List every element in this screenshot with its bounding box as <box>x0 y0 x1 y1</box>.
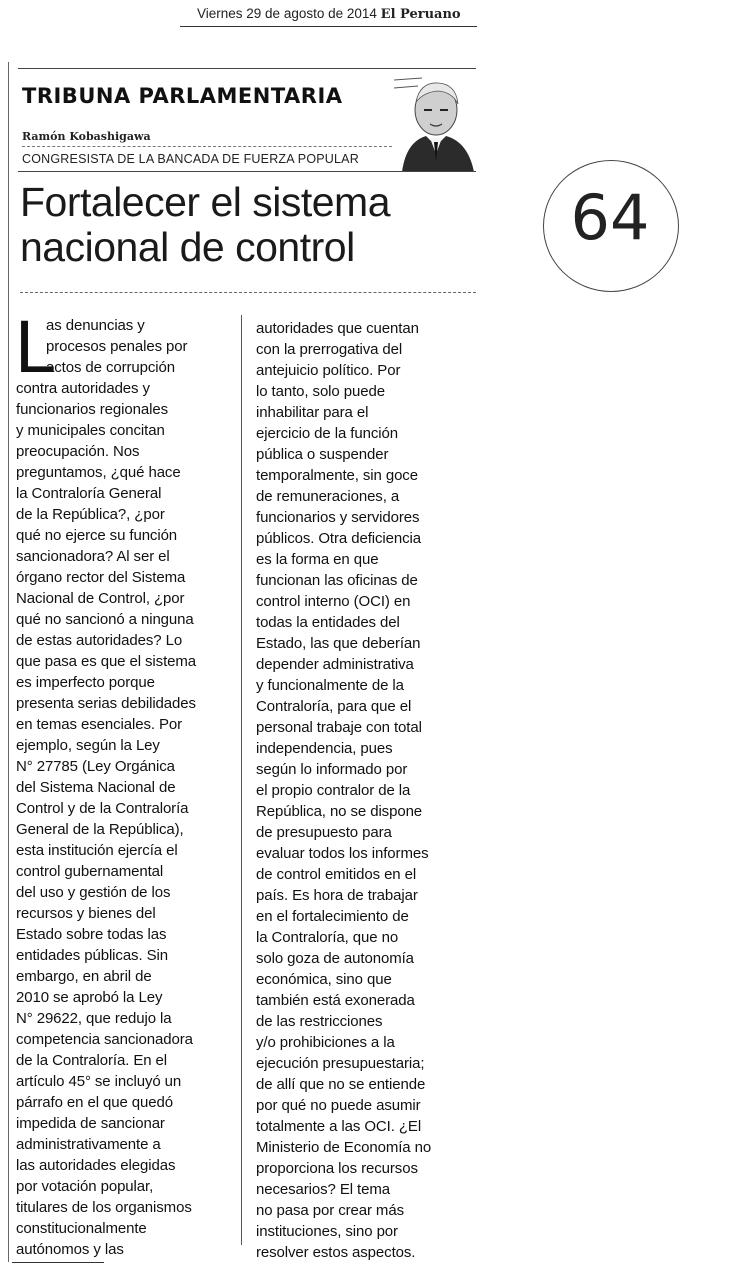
drop-cap: L <box>15 305 57 388</box>
left-border-rule <box>8 62 9 1262</box>
article-text-line: preocupación. Nos <box>16 443 140 460</box>
article-text-line: órgano rector del Sistema <box>16 569 186 586</box>
article-text-line: as denuncias y <box>46 317 145 334</box>
article-text-line: temporalmente, sin goce <box>256 467 418 484</box>
headline-line-1: Fortalecer el sistema <box>20 179 391 225</box>
article-text-line: ejercicio de la función <box>256 425 398 442</box>
article-text-line: evaluar todos los informes <box>256 845 429 862</box>
article-text-line: control gubernamental <box>16 863 164 880</box>
headline-divider <box>20 292 476 293</box>
article-text-line: del uso y gestión de los <box>16 884 171 901</box>
article-text-line: solo goza de autonomía <box>256 950 414 967</box>
article-text-line: entidades públicas. Sin <box>16 947 168 964</box>
article-text-line: necesarios? El tema <box>256 1181 391 1198</box>
article-text-line: que pasa es que el sistema <box>16 653 197 670</box>
article-text-line: del Sistema Nacional de <box>16 779 176 796</box>
article-text-line: artículo 45° se incluyó un <box>16 1073 182 1090</box>
article-text-line: antejuicio político. Por <box>256 362 401 379</box>
article-text-line: párrafo en el que quedó <box>16 1094 173 1111</box>
article-text-line: país. Es hora de trabajar <box>256 887 418 904</box>
section-top-rule <box>18 68 476 69</box>
article-text-line: autoridades que cuentan <box>256 320 419 337</box>
article-text-line: embargo, en abril de <box>16 968 152 985</box>
article-text-line: de estas autoridades? Lo <box>16 632 183 649</box>
article-text-line: contra autoridades y <box>16 380 150 397</box>
article-text-line: todas la entidades del <box>256 614 400 631</box>
article-text-line: funcionarios regionales <box>16 401 168 418</box>
article-text-line: económica, sino que <box>256 971 392 988</box>
article-text-line: ejecución presupuestaria; <box>256 1055 425 1072</box>
article-text-line: resolver estos aspectos. <box>256 1244 416 1261</box>
article-text-line: esta institución ejercía el <box>16 842 178 859</box>
article-text-line: administrativamente a <box>16 1136 161 1153</box>
author-block-bottom-rule <box>18 171 476 172</box>
article-headline <box>20 180 460 270</box>
article-text-line: 2010 se aprobó la Ley <box>16 989 163 1006</box>
article-text-line: la Contraloría, que no <box>256 929 399 946</box>
article-text-line: por qué no puede asumir <box>256 1097 421 1114</box>
article-text-line: públicos. Otra deficiencia <box>256 530 421 547</box>
bottom-rule <box>12 1262 104 1263</box>
article-text-line: Control y de la Contraloría <box>16 800 189 817</box>
article-text-line: qué no sancionó a ninguna <box>16 611 194 628</box>
article-text-line: también está exonerada <box>256 992 415 1009</box>
article-column-1 <box>16 315 238 1260</box>
article-text-line: constitucionalmente <box>16 1220 147 1237</box>
article-text-line: la Contraloría General <box>16 485 162 502</box>
article-text-line: impedida de sancionar <box>16 1115 165 1132</box>
article-text-line: por votación popular, <box>16 1178 154 1195</box>
header-date: Viernes 29 de agosto de 2014 <box>197 6 377 21</box>
article-text-line: funcionarios y servidores <box>256 509 420 526</box>
article-text-line: ejemplo, según la Ley <box>16 737 160 754</box>
article-text-line: depender administrativa <box>256 656 414 673</box>
article-text-line: no pasa por crear más <box>256 1202 404 1219</box>
article-text-line: y municipales concitan <box>16 422 165 439</box>
article-text-line: control interno (OCI) en <box>256 593 411 610</box>
article-text-line: qué no ejerce su función <box>16 527 178 544</box>
article-text-line: titulares de los organismos <box>16 1199 192 1216</box>
article-text-line: de allí que no se entiende <box>256 1076 426 1093</box>
article-text-line: Contraloría, para que el <box>256 698 412 715</box>
article-text-line: Estado, las que deberían <box>256 635 421 652</box>
article-text-line: N° 29622, que redujo la <box>16 1010 172 1027</box>
article-text-line: actos de corrupción <box>46 359 176 376</box>
article-text-line: las autoridades elegidas <box>16 1157 176 1174</box>
article-text-line: es imperfecto porque <box>16 674 155 691</box>
author-photo <box>392 72 478 172</box>
article-text-line: proporciona los recursos <box>256 1160 418 1177</box>
article-text-line: en temas esenciales. Por <box>16 716 183 733</box>
section-title: TRIBUNA PARLAMENTARIA <box>22 84 343 108</box>
article-text-line: presenta serias debilidades <box>16 695 196 712</box>
article-text-line: de las restricciones <box>256 1013 383 1030</box>
article-text-line: General de la República), <box>16 821 184 838</box>
article-text-line: preguntamos, ¿qué hace <box>16 464 181 481</box>
article-text-line: procesos penales por <box>46 338 188 355</box>
author-divider <box>22 146 392 147</box>
article-text-line: de la Contraloría. En el <box>16 1052 168 1069</box>
article-text-line: competencia sancionadora <box>16 1031 193 1048</box>
article-text-line: autónomos y las <box>16 1241 124 1258</box>
article-text-line: de la República?, ¿por <box>16 506 165 523</box>
article-text-line: Nacional de Control, ¿por <box>16 590 185 607</box>
article-text-line: de remuneraciones, a <box>256 488 400 505</box>
article-text-line: el propio contralor de la <box>256 782 411 799</box>
article-text-line: N° 27785 (Ley Orgánica <box>16 758 175 775</box>
article-text-line: recursos y bienes del <box>16 905 156 922</box>
article-text-line: de control emitidos en el <box>256 866 417 883</box>
article-text-line: de presupuesto para <box>256 824 392 841</box>
article-text-line: Ministerio de Economía no <box>256 1139 432 1156</box>
article-text-line: inhabilitar para el <box>256 404 369 421</box>
article-text-line: es la forma en que <box>256 551 379 568</box>
article-text-line: independencia, pues <box>256 740 393 757</box>
newspaper-name: El Peruano <box>380 7 461 22</box>
column-divider <box>241 315 242 1245</box>
article-text-line: con la prerrogativa del <box>256 341 403 358</box>
article-text-line: y/o prohibiciones a la <box>256 1034 395 1051</box>
article-text-line: y funcionalmente de la <box>256 677 404 694</box>
article-text-line: en el fortalecimiento de <box>256 908 409 925</box>
article-text-line: Estado sobre todas las <box>16 926 167 943</box>
article-text-line: según lo informado por <box>256 761 408 778</box>
author-name: Ramón Kobashigawa <box>22 130 151 143</box>
page-header <box>197 6 479 22</box>
article-text-line: funcionan las oficinas de <box>256 572 418 589</box>
author-role: CONGRESISTA DE LA BANCADA DE FUERZA POPULAR <box>22 152 359 166</box>
article-column-2 <box>256 318 478 1263</box>
article-text-line: sancionadora? Al ser el <box>16 548 170 565</box>
article-text-line: personal trabaje con total <box>256 719 422 736</box>
article-text-line: República, no se dispone <box>256 803 423 820</box>
headline-line-2: nacional de control <box>20 224 355 270</box>
header-rule <box>180 26 477 27</box>
article-text-line: pública o suspender <box>256 446 389 463</box>
page-number: 64 <box>570 181 650 254</box>
article-text-line: lo tanto, solo puede <box>256 383 385 400</box>
article-text-line: totalmente a las OCI. ¿El <box>256 1118 422 1135</box>
article-text-line: instituciones, sino por <box>256 1223 398 1240</box>
